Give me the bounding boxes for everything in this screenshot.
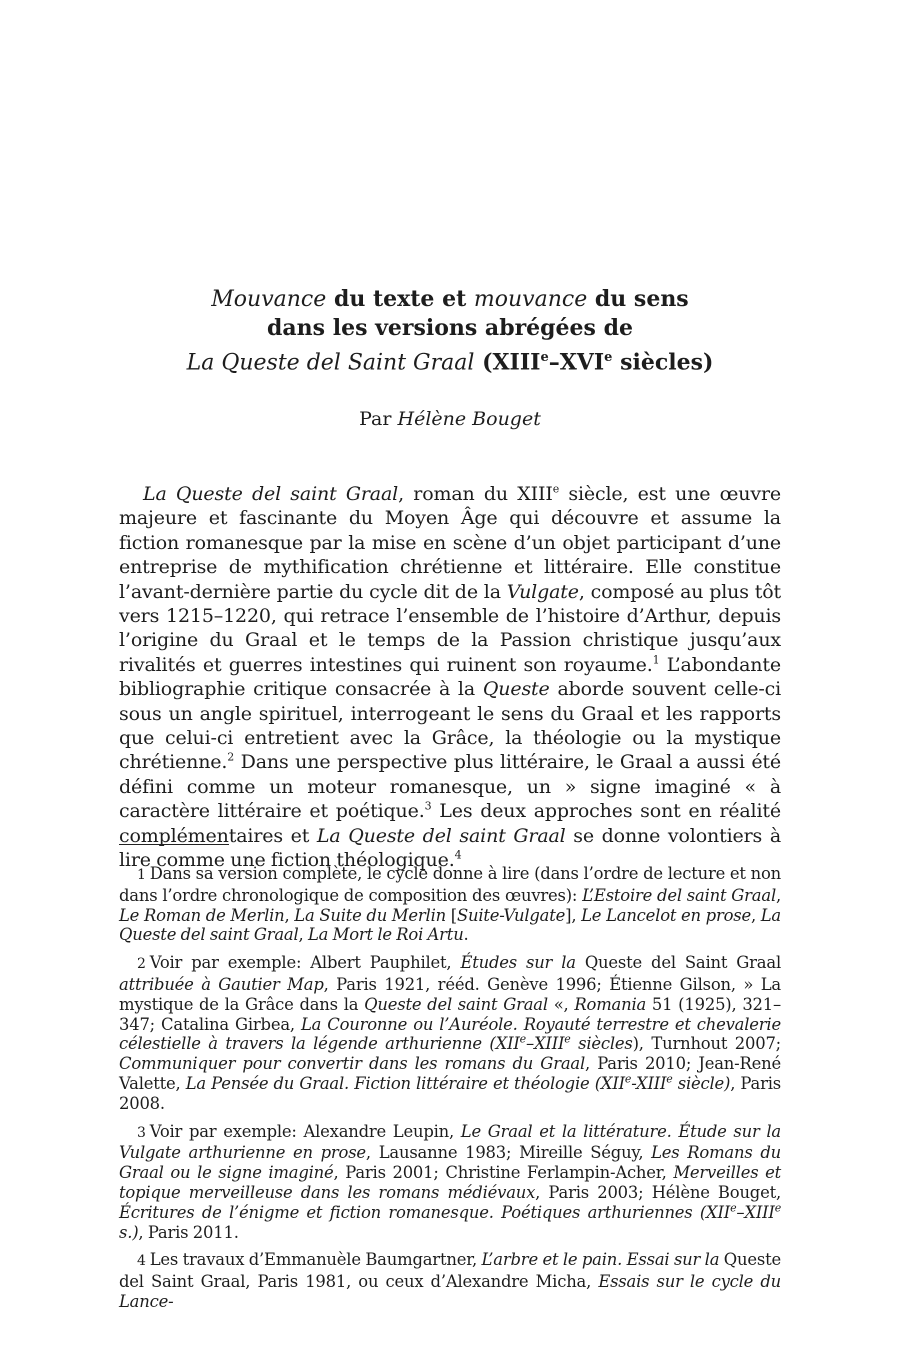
paragraph-superscript: 2 — [227, 751, 235, 765]
footnote-italic-text: –XIII — [525, 1034, 565, 1054]
footnote-text: ), Turnhout 2007; — [632, 1034, 781, 1054]
footnote-italic-text: -XIII — [631, 1073, 667, 1093]
footnote-text: , — [775, 885, 781, 905]
footnote-text: [ — [445, 905, 457, 925]
footnote-text: , Paris 2001; Christine Ferlampin-Acher, — [333, 1163, 674, 1183]
paragraph-italic-text: La Queste del saint Graal — [316, 824, 566, 847]
footnote-text: ], — [565, 905, 582, 925]
footnote-4 — [119, 1250, 781, 1311]
footnote-text: , Paris 2010; Jean-René Valette, — [119, 1054, 781, 1093]
footnote-text: , Paris 2008. — [119, 1073, 781, 1113]
footnote-text: . — [463, 925, 469, 945]
footnote-text: Voir par exemple: Albert Pauphilet, — [149, 953, 461, 973]
paragraph-text: Les deux approches sont en réalité complémentaires et — [119, 800, 781, 847]
paragraph-text: siècle, est une œuvre majeure et fascinante du Moyen Âge qui découvre et assume la fiction romanesque par la mise en scène d’un objet participant d’une entreprise de mythification chrétienne et littéraire. Elle constitue l’avant-dernière partie du cycle dit de la — [119, 483, 782, 603]
footnote-number: 3 — [137, 1124, 146, 1141]
paragraph-text: L’abondante bibliographie critique consacrée à la — [119, 653, 781, 701]
paragraph-superscript: 1 — [652, 653, 660, 667]
footnote-superscript: e — [519, 1032, 526, 1046]
footnote-italic-text: Écritures de l’énigme et fiction romanesque. Poétiques arthuriennes (XII — [119, 1202, 731, 1222]
footnote-italic-text: La Mort le Roi Artu — [307, 925, 464, 945]
footnote-1 — [119, 864, 781, 945]
footnote-italic-text: La Pensée du Graal. Fiction littéraire et théologie (XII — [185, 1073, 625, 1093]
footnote-text: , Paris 2011. — [138, 1222, 239, 1242]
footnote-italic-text: La Suite du Merlin — [294, 905, 446, 925]
footnote-separator — [119, 844, 229, 845]
paragraph-text: , composé au plus tôt vers 1215–1220, qui retrace l’ensemble de l’histoire d’Arthur, depuis l’origine du Graal et le temps de la Passion christique jusqu’aux rivalités et guerres intestines qui ruinent son royaume. — [119, 580, 781, 676]
footnote-italic-text: Suite-Vulgate — [456, 905, 566, 925]
paragraph-text: Dans une perspective plus littéraire, le Graal a aussi été défini comme un moteur romanesque, un » signe imaginé « à caractère littéraire et poétique. — [119, 751, 781, 823]
footnote-italic-text: Romania — [574, 994, 647, 1014]
paragraph-superscript: 3 — [424, 799, 432, 813]
footnote-italic-text: Merveilles et topique merveilleuse dans les romans médiévaux — [119, 1163, 781, 1202]
footnote-italic-text: Études sur la — [460, 953, 576, 973]
article-title — [80, 285, 820, 377]
footnote-italic-text: –XIII — [736, 1202, 775, 1222]
footnote-text: , — [750, 905, 761, 925]
body-text — [119, 482, 781, 873]
footnote-italic-text: attribuée à Gautier Map — [119, 974, 324, 994]
footnotes — [119, 864, 781, 1320]
footnote-italic-text: La Couronne ou l’Auréole. Royauté terrestre et chevalerie célestielle à travers la légende arthurienne (XII — [119, 1014, 781, 1054]
footnote-text: , — [284, 905, 295, 925]
footnote-italic-text: Essais sur le cycle du Lance- — [119, 1272, 781, 1311]
footnote-italic-text: Queste del saint Graal — [364, 994, 548, 1014]
footnote-italic-text: Communiquer pour convertir dans les romans du Graal — [119, 1054, 586, 1074]
paragraph-italic-text: La Queste del saint Graal — [143, 483, 399, 505]
footnote-text: «, — [547, 994, 575, 1014]
footnote-italic-text: siècles — [570, 1034, 633, 1054]
title-line-3: La Queste del Saint Graal (XIIIe–XVIe siècles) — [186, 349, 714, 376]
footnote-3 — [119, 1122, 781, 1243]
footnote-text: , — [298, 925, 308, 945]
footnote-italic-text: siècle) — [672, 1073, 731, 1093]
author-byline: Par Hélène Bouget — [359, 408, 541, 430]
footnote-italic-text: L’Estoire del saint Graal — [582, 885, 776, 905]
footnote-italic-text: Le Lancelot en prose — [581, 905, 751, 925]
footnote-number: 4 — [137, 1253, 146, 1270]
title-line-2: dans les versions abrégées de — [267, 315, 633, 341]
footnote-text: Les travaux d’Emmanuèle Baumgartner, — [149, 1250, 482, 1270]
paragraph-text: se donne volontiers à lire comme une fiction théologique. — [119, 824, 781, 872]
footnote-superscript: e — [564, 1032, 571, 1046]
paragraph-italic-text: Queste — [482, 678, 550, 701]
footnote-italic-text: s.) — [119, 1222, 139, 1242]
paragraph-text: aborde souvent celle-ci sous un angle spirituel, interrogeant le sens du Graal et les rapports que celui-ci entretient avec la Grâce, la théologie ou la mystique chrétienne. — [119, 678, 782, 774]
footnote-italic-text: L’arbre et le pain. Essai sur la — [481, 1250, 720, 1270]
footnote-text: Queste del Saint Graal, Paris 1981, ou ceux d’Alexandre Micha, — [119, 1250, 781, 1292]
paragraph-superscript: e — [552, 482, 560, 496]
footnote-italic-text: Les Romans du Graal ou le signe imaginé — [119, 1143, 781, 1183]
author-name: Hélène Bouget — [397, 408, 541, 430]
footnote-superscript: e — [624, 1072, 632, 1086]
footnote-superscript: e — [666, 1072, 673, 1086]
footnote-superscript: e — [730, 1201, 737, 1215]
footnote-italic-text: Le Roman de Merlin — [119, 905, 285, 925]
footnote-italic-text: Le Graal et la littérature. Étude sur la Vulgate arthurienne en prose — [119, 1121, 781, 1163]
paragraph-italic-text: Vulgate — [506, 580, 579, 603]
title-line-1: Mouvance du texte et mouvance du sens — [211, 286, 689, 312]
footnote-2 — [119, 953, 781, 1113]
footnote-text: Queste del Saint Graal — [575, 953, 781, 973]
paragraph-superscript: 4 — [454, 848, 462, 862]
paragraph-text: , roman du XIII — [398, 483, 553, 505]
footnote-italic-text: La Queste del saint Graal — [119, 905, 782, 945]
footnote-text: , Paris 1921, rééd. Genève 1996; Étienne Gilson, » La mystique de la Grâce dans la — [119, 974, 781, 1014]
footnote-text: 51 (1925), 321–347; Catalina Girbea, — [119, 994, 781, 1034]
footnote-text: Dans sa version complète, le cycle donne à lire (dans l’ordre de lecture et non dans l’ordre chronologique de composition des œuvres): — [119, 864, 781, 905]
footnote-number: 2 — [137, 956, 146, 973]
footnote-text: , Lausanne 1983; Mireille Séguy, — [365, 1143, 652, 1163]
footnote-superscript: e — [774, 1201, 781, 1215]
main-paragraph — [119, 482, 781, 873]
footnote-text: Voir par exemple: Alexandre Leupin, — [149, 1121, 461, 1141]
footnote-number: 1 — [137, 867, 146, 883]
footnote-text: , Paris 2003; Hélène Bouget, — [535, 1182, 781, 1202]
